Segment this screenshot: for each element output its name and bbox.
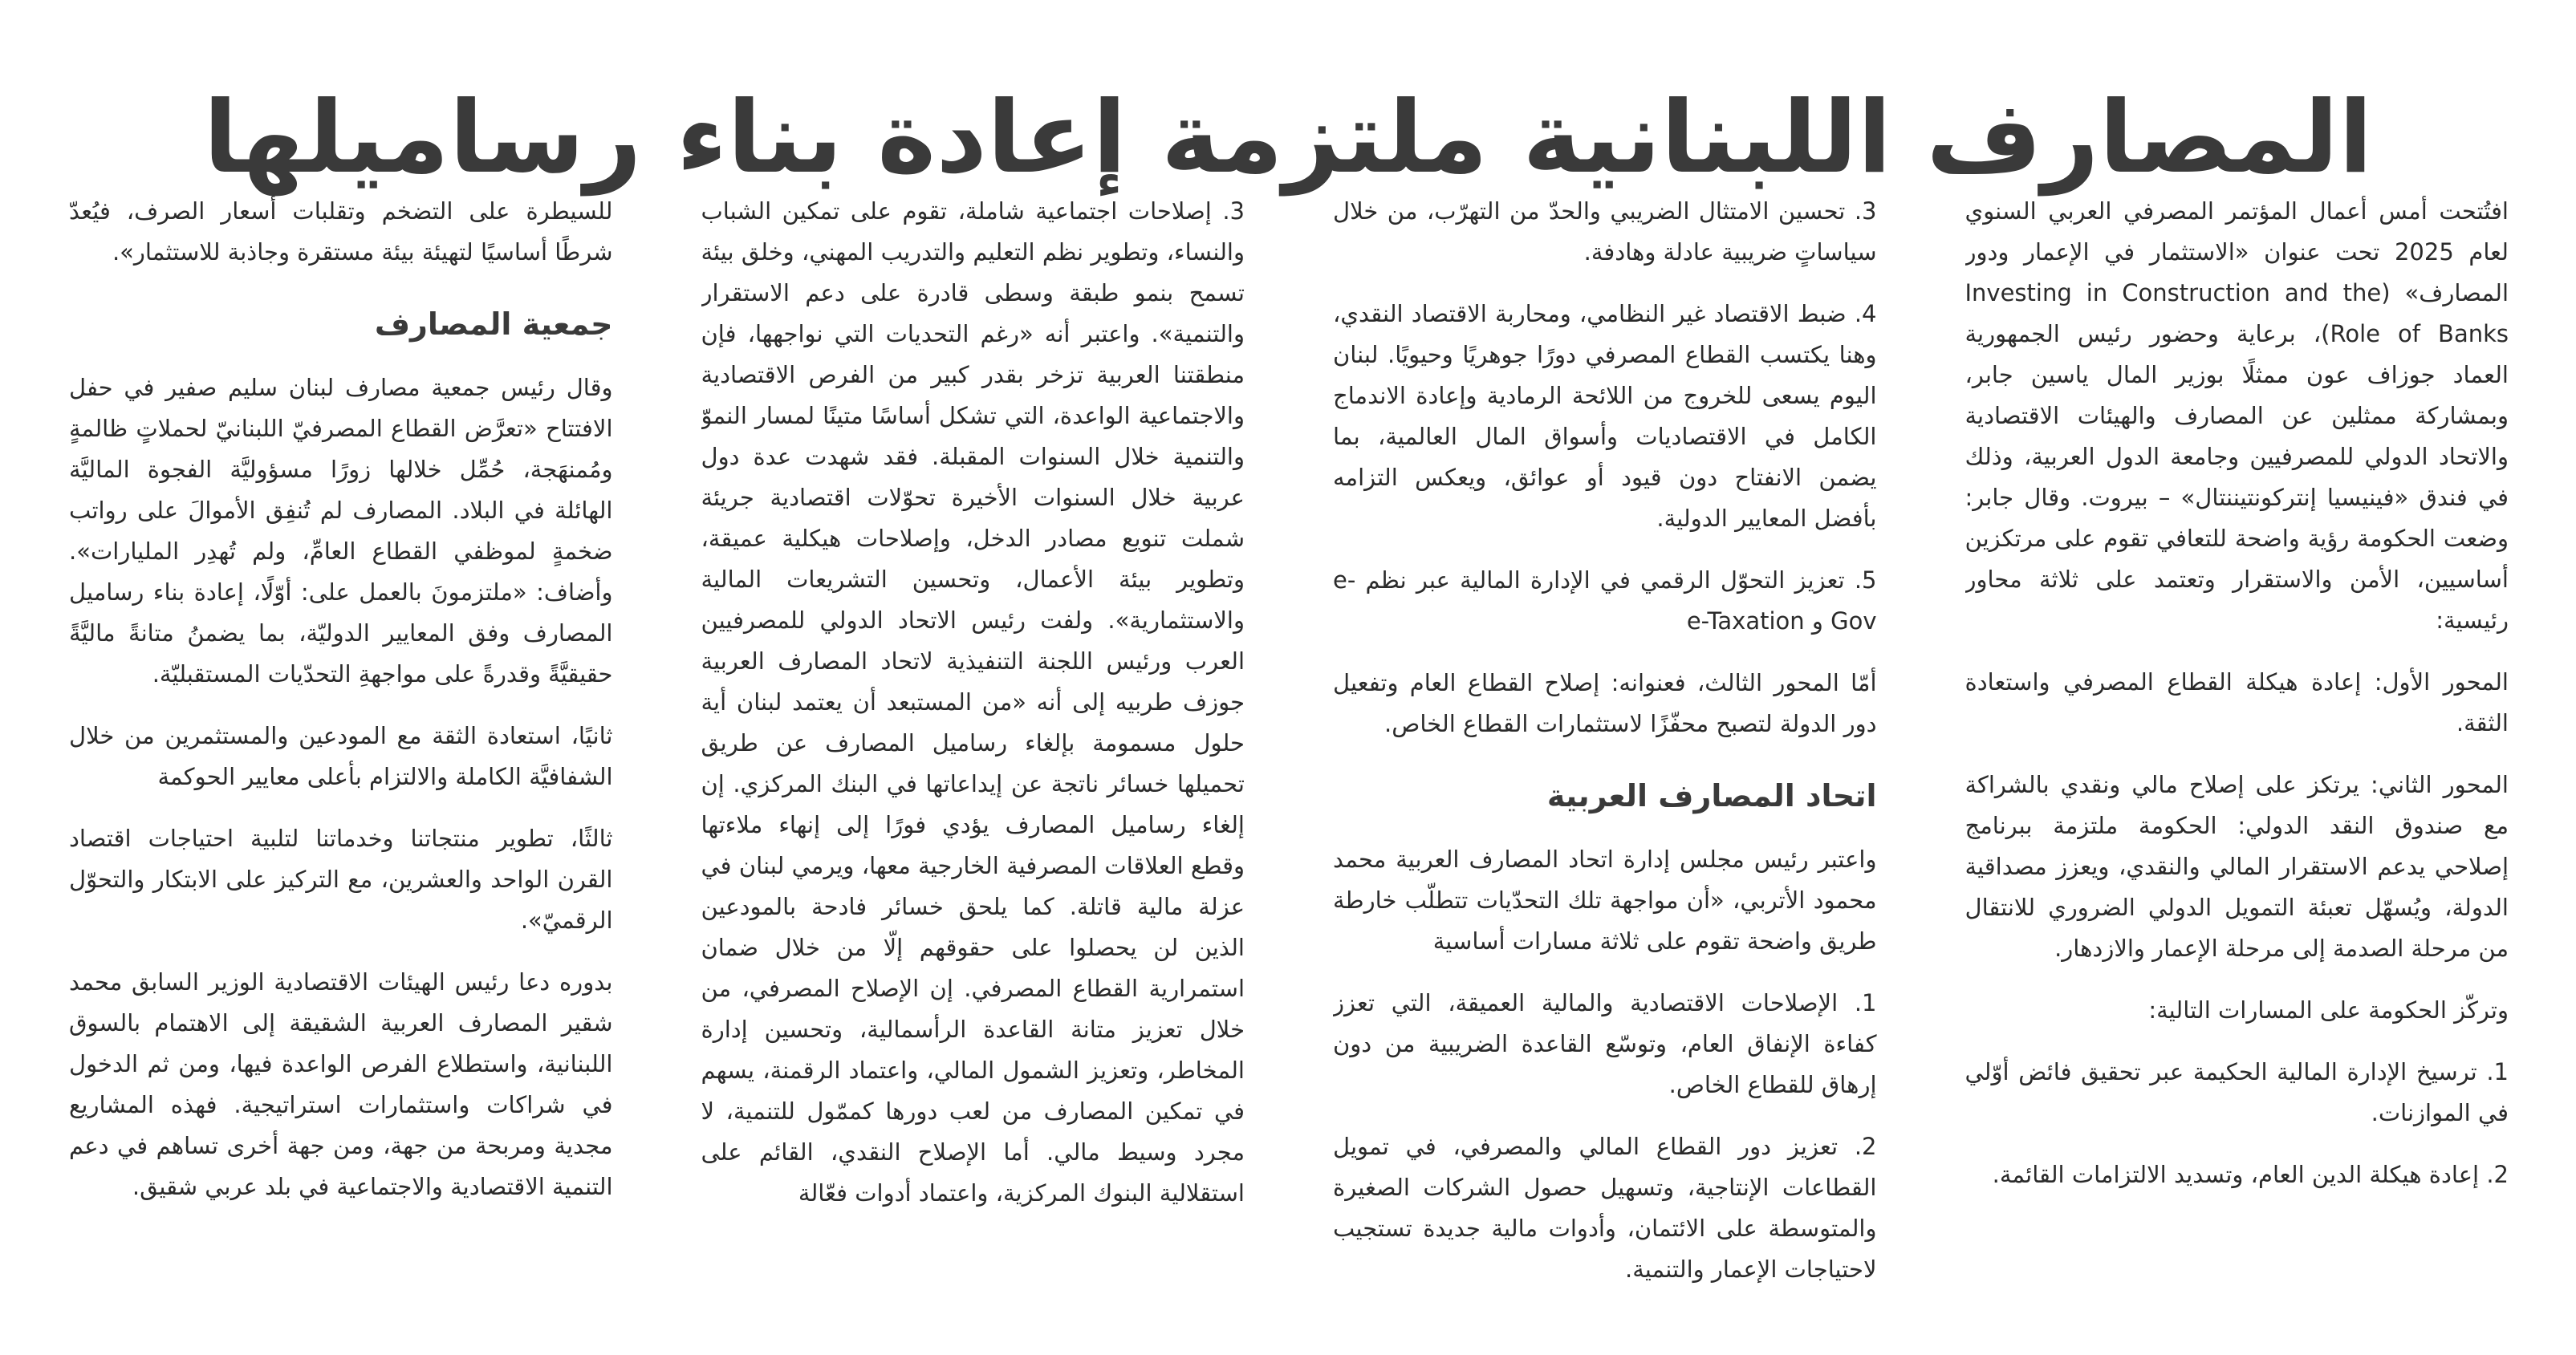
paragraph: ثالثًا، تطوير منتجاتنا وخدماتنا لتلبية احتياجات اقتصاد القرن الواحد والعشرين، مع التركيز على الابتكار والتحوّل الرقميّ». bbox=[69, 825, 613, 934]
paragraph: 1. ترسيخ الإدارة المالية الحكيمة عبر تحقيق فائض أوّلي في الموازنات. bbox=[1965, 1058, 2509, 1126]
paragraph: 3. تحسين الامتثال الضريبي والحدّ من التهرّب، من خلال سياساتٍ ضريبية عادلة وهادفة. bbox=[1333, 197, 1877, 266]
article-body bbox=[69, 191, 2509, 1338]
paragraph: 3. إصلاحات اجتماعية شاملة، تقوم على تمكين الشباب والنساء، وتطوير نظم التعليم والتدريب المهني، وخلق بيئة تسمح بنمو طبقة وسطى قادرة على دعم الاستقرار والتنمية». واعتبر أنه «رغم التحديات التي نواجهها، فإن منطقتنا العربية تزخر بقدر كبير من الفرص الاقتصادية والاجتماعية الواعدة، التي تشكل أساسًا متينًا لمسار النموّ والتنمية خلال السنوات المقبلة. فقد شهدت عدة دول عربية خلال السنوات الأخيرة تحوّلات اقتصادية جريئة شملت تنويع مصادر الدخل، وإصلاحات هيكلية عميقة، وتطوير بيئة الأعمال، وتحسين التشريعات المالية والاستثمارية». ولفت رئيس الاتحاد الدولي للمصرفيين العرب ورئيس اللجنة التنفيذية لاتحاد المصارف العربية جوزف طربيه إلى أنه «من المستبعد أن يعتمد لبنان أية حلول مسمومة بإلغاء رساميل المصارف عن طريق تحميلها خسائر ناتجة عن إيداعاتها في البنك المركزي. إن إلغاء رساميل المصارف يؤدي فورًا إلى إنهاء ملاءتها وقطع العلاقات المصرفية الخارجية معها، ويرمي لبنان في عزلة مالية قاتلة. كما يلحق خسائر فادحة بالمودعين الذين لن يحصلوا على حقوقهم إلّا من خلال ضمان استمرارية القطاع المصرفي. إن الإصلاح المصرفي، من خلال تعزيز متانة القاعدة الرأسمالية، وتحسين إدارة المخاطر، وتعزيز الشمول المالي، واعتماد الرقمنة، يسهم في تمكين المصارف من لعب دورها كممّول للتنمية، لا مجرد وسيط مالي. أما الإصلاح النقدي، القائم على استقلالية البنوك المركزية، واعتماد أدوات فعّالة bbox=[701, 197, 1245, 1207]
column-1 bbox=[1965, 191, 2509, 1338]
paragraph: المحور الثاني: يرتكز على إصلاح مالي ونقدي بالشراكة مع صندوق النقد الدولي: الحكومة ملتزمة ببرنامج إصلاحي يدعم الاستقرار المالي والنقدي، ويعزز مصداقية الدولة، ويُسهّل تعبئة التمويل الدولي الضروري للانتقال من مرحلة الصدمة إلى مرحلة الإعمار والازدهار. bbox=[1965, 771, 2509, 962]
paragraph: المحور الأول: إعادة هيكلة القطاع المصرفي واستعادة الثقة. bbox=[1965, 668, 2509, 736]
paragraph: ثانيًا، استعادة الثقة مع المودعين والمستثمرين من خلال الشفافيَّة الكاملة والالتزام بأعلى معايير الحوكمة bbox=[69, 722, 613, 790]
paragraph: واعتبر رئيس مجلس إدارة اتحاد المصارف العربية محمد محمود الأتربي، «أن مواجهة تلك التحدّيات تتطلّب خارطة طريق واضحة تقوم على ثلاثة مسارات أساسية bbox=[1333, 846, 1877, 955]
paragraph: بدوره دعا رئيس الهيئات الاقتصادية الوزير السابق محمد شقير المصارف العربية الشقيقة إلى الاهتمام بالسوق اللبنانية، واستطلاع الفرص الواعدة فيها، ومن ثم الدخول في شراكات واستثمارات استراتيجية. فهذه المشاريع مجدية ومربحة من جهة، ومن جهة أخرى تساهم في دعم التنمية الاقتصادية والاجتماعية في بلد عربي شقيق. bbox=[69, 968, 613, 1200]
section-heading-banks-association: جمعية المصارف bbox=[374, 306, 613, 342]
paragraph: افتُتحت أمس أعمال المؤتمر المصرفي العربي السنوي لعام 2025 تحت عنوان «الاستثمار في الإعمار ودور المصارف» (Investing in Construction and the Role of Banks)، برعاية وحضور رئيس الجمهورية العماد جوزاف عون ممثلًا بوزير المال ياسين جابر، وبمشاركة ممثلين عن المصارف والهيئات الاقتصادية والاتحاد الدولي للمصرفيين وجامعة الدول العربية، وذلك في فندق «فينيسيا إنتركونتيننتال» – بيروت. وقال جابر: وضعت الحكومة رؤية واضحة للتعافي تقوم على مرتكزين أساسيين، الأمن والاستقرار وتعتمد على ثلاثة محاور رئيسية: bbox=[1965, 197, 2509, 634]
article-headline: المصارف اللبنانية ملتزمة إعادة بناء رساميلها bbox=[203, 80, 2373, 197]
paragraph: 2. تعزيز دور القطاع المالي والمصرفي، في تمويل القطاعات الإنتاجية، وتسهيل حصول الشركات الصغيرة والمتوسطة على الائتمان، وأدوات مالية جديدة تستجيب لاحتياجات الإعمار والتنمية. bbox=[1333, 1133, 1877, 1283]
paragraph: 1. الإصلاحات الاقتصادية والمالية العميقة، التي تعزز كفاءة الإنفاق العام، وتوسّع القاعدة الضريبية من دون إرهاق للقطاع الخاص. bbox=[1333, 989, 1877, 1098]
paragraph: وقال رئيس جمعية مصارف لبنان سليم صفير في حفل الافتتاح «تعرَّض القطاع المصرفيّ اللبنانيّ لحملاتٍ ظالمةٍ ومُمنهَجة، حُمِّل خلالها زورًا مسؤوليَّة الفجوة الماليَّة الهائلة في البلاد. المصارف لم تُنفِق الأموالَ على رواتب ضخمةٍ لموظفي القطاع العامِّ، ولم تُهدِر المليارات». وأضاف: «ملتزمونَ بالعمل على: أوّلًا، إعادة بناء رساميل المصارف وفق المعايير الدوليّة، بما يضمنُ متانةً ماليَّةً حقيقيَّةً وقدرةً على مواجهةِ التحدّيات المستقبليّة. bbox=[69, 374, 613, 688]
paragraph: للسيطرة على التضخم وتقلبات أسعار الصرف، فيُعدّ شرطًا أساسيًا لتهيئة بيئة مستقرة وجاذبة للاستثمار». bbox=[69, 197, 613, 266]
column-2 bbox=[1333, 191, 1877, 1338]
paragraph: وتركّز الحكومة على المسارات التالية: bbox=[2148, 996, 2509, 1024]
paragraph: أمّا المحور الثالث، فعنوانه: إصلاح القطاع العام وتفعيل دور الدولة لتصبح محفّزًا لاستثمارات القطاع الخاص. bbox=[1333, 669, 1877, 737]
column-3 bbox=[701, 191, 1245, 1338]
paragraph: 5. تعزيز التحوّل الرقمي في الإدارة المالية عبر نظم e-Gov و e-Taxation bbox=[1333, 566, 1877, 635]
paragraph: 4. ضبط الاقتصاد غير النظامي، ومحاربة الاقتصاد النقدي، وهنا يكتسب القطاع المصرفي دورًا جوهريًا وحيويًا. لبنان اليوم يسعى للخروج من اللائحة الرمادية وإعادة الاندماج الكامل في الاقتصاديات وأسواق المال العالمية، بما يضمن الانفتاح دون قيود أو عوائق، ويعكس التزامه بأفضل المعايير الدولية. bbox=[1333, 300, 1877, 532]
paragraph: 2. إعادة هيكلة الدين العام، وتسديد الالتزامات القائمة. bbox=[1992, 1161, 2509, 1188]
column-4 bbox=[69, 191, 613, 1338]
section-heading-arab-banks-union: اتحاد المصارف العربية bbox=[1546, 778, 1877, 813]
